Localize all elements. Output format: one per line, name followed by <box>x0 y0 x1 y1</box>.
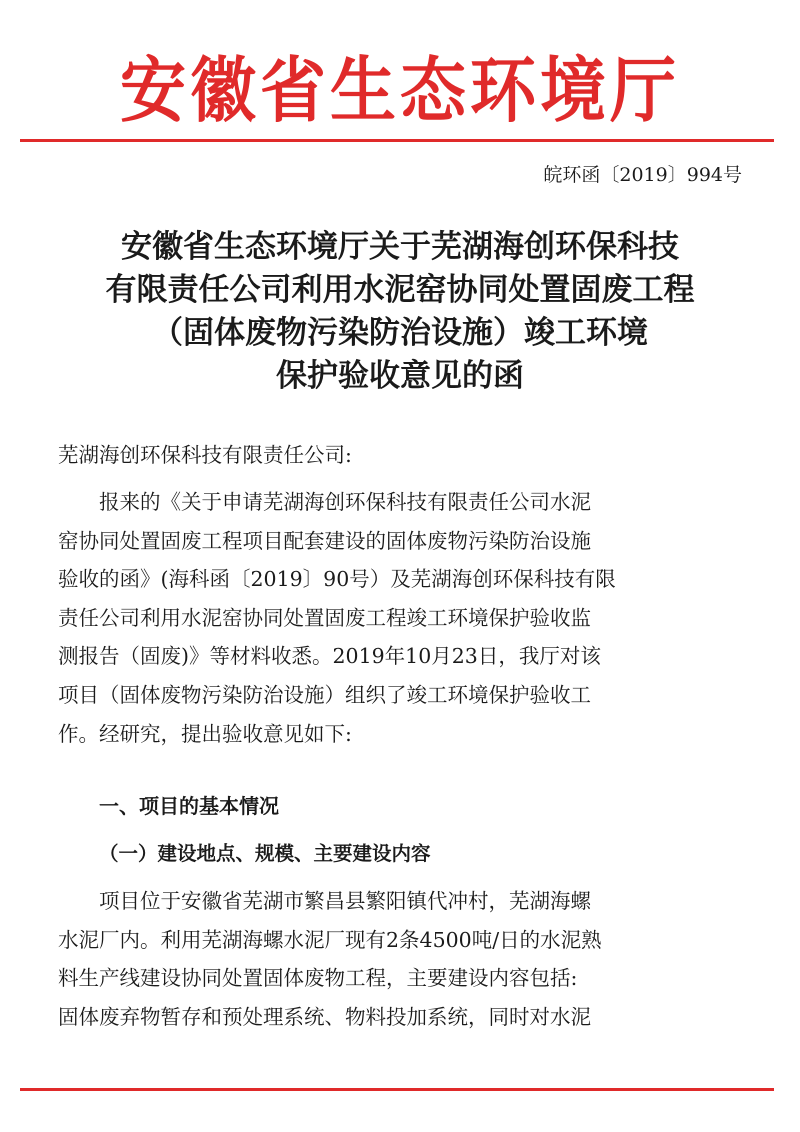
paragraph-line: 项目（固体废物污染防治设施）组织了竣工环境保护验收工 <box>58 682 591 707</box>
paragraph-line: 作。经研究，提出验收意见如下: <box>58 721 352 746</box>
body-paragraph-location <box>58 882 738 1036</box>
salutation: 芜湖海创环保科技有限责任公司: <box>58 443 352 467</box>
paragraph-line: 固体废弃物暂存和预处理系统、物料投加系统，同时对水泥 <box>58 1004 591 1029</box>
document-title-line: （固体废物污染防治设施）竣工环境 <box>152 315 648 351</box>
header-red-rule <box>20 139 774 142</box>
document-title <box>0 226 800 398</box>
section-heading: 一、项目的基本情况 <box>99 794 279 818</box>
subsection-heading: （一）建设地点、规模、主要建设内容 <box>99 842 431 865</box>
paragraph-line: 责任公司利用水泥窑协同处置固废工程竣工环境保护验收监 <box>58 605 591 630</box>
document-title-line: 安徽省生态环境厅关于芜湖海创环保科技 <box>121 229 679 265</box>
body-paragraph-receipt <box>58 483 738 753</box>
issuing-authority-header: 安徽省生态环境厅 <box>120 47 680 133</box>
paragraph-line: 验收的函》(海科函〔2019〕90号）及芜湖海创环保科技有限 <box>58 567 616 592</box>
paragraph-line: 测报告（固废)》等材料收悉。2019年10月23日，我厅对该 <box>58 644 601 669</box>
document-number: 皖环函〔2019〕994号 <box>543 164 742 186</box>
paragraph-line: 报来的《关于申请芜湖海创环保科技有限责任公司水泥 <box>99 490 591 514</box>
paragraph-line: 窑协同处置固废工程项目配套建设的固体废物污染防治设施 <box>58 528 591 553</box>
document-title-line: 保护验收意见的函 <box>276 358 524 394</box>
footer-red-rule <box>20 1088 774 1091</box>
paragraph-line: 项目位于安徽省芜湖市繁昌县繁阳镇代冲村，芜湖海螺 <box>99 889 591 913</box>
paragraph-line: 料生产线建设协同处置固体废物工程，主要建设内容包括: <box>58 966 578 991</box>
document-title-line: 有限责任公司利用水泥窑协同处置固废工程 <box>105 272 695 308</box>
paragraph-line: 水泥厂内。利用芜湖海螺水泥厂现有2条4500吨/日的水泥熟 <box>58 927 602 952</box>
